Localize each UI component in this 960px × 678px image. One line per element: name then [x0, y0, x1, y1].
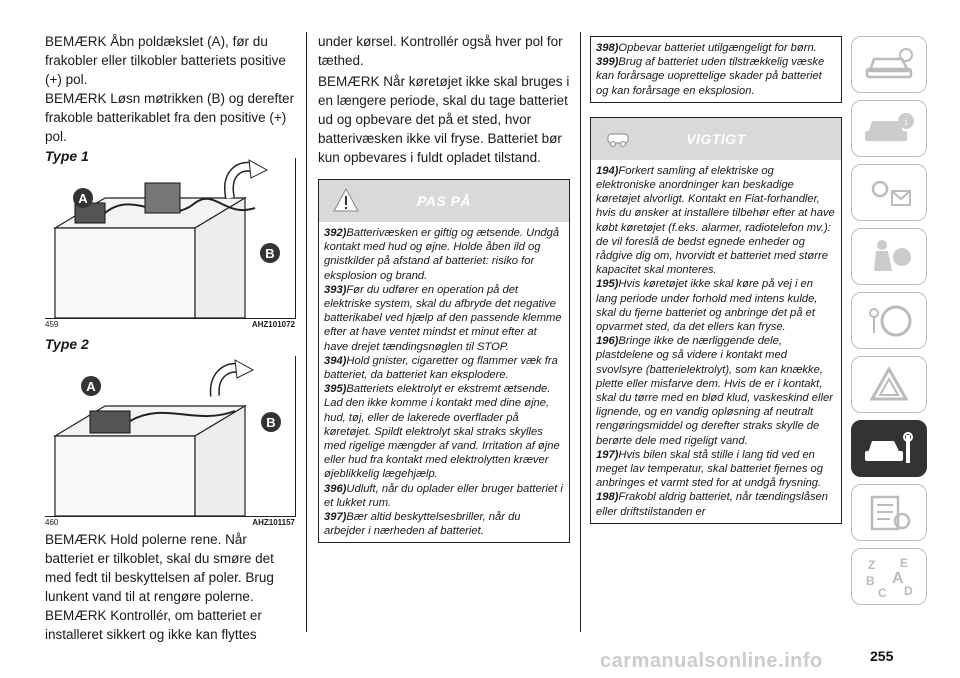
note-number: 198) [596, 491, 619, 504]
note-number: 393) [324, 283, 347, 296]
note-text: Hold gnister, cigaretter og flammer væk fra batteriet, da batteriet kan eksplodere. [324, 354, 558, 382]
note-number: 398) [596, 42, 619, 54]
car-info-icon[interactable] [851, 100, 927, 157]
note-number: 194) [596, 164, 619, 177]
note-item [324, 510, 563, 538]
car-overview-icon[interactable] [851, 36, 927, 93]
figure-code: AHZ101157 [252, 518, 295, 527]
figure-460-caption [45, 518, 295, 527]
note-item [324, 283, 563, 354]
important-title: VIGTIGT [686, 130, 746, 147]
warning-box [318, 179, 570, 543]
figure-code: AHZ101072 [251, 320, 295, 329]
airbag-seat-icon[interactable] [851, 228, 927, 285]
dashboard-lights-icon[interactable] [851, 164, 927, 221]
note-item [596, 448, 835, 491]
important-header [591, 118, 841, 160]
column-divider [580, 32, 581, 632]
note-text: Brug af batteriet uden tilstrækkelig væske kan forårsage uoprettelige skader på batteriet og kan forårsage en eksplosion. [596, 56, 825, 97]
note-storage: BEMÆRK Når køretøjet ikke skal bruges i en længere periode, skal du tage batteriet ud og opbevare det på et sted, hvor batterivæsken ikke vil fryse. Batteriet bør kun opbevares i fuldt opladet tilstand. [318, 74, 570, 165]
note-item [596, 490, 835, 518]
warning-header [319, 180, 569, 222]
note-number: 396) [324, 482, 347, 495]
note-text: Bær altid beskyttelsesbriller, når du arbejder i nærheden af batteriet. [324, 511, 521, 538]
note-item [324, 482, 563, 510]
important-list [591, 160, 841, 523]
warning-list [319, 222, 569, 542]
note-text: Hvis køretøjet ikke skal køre på vej i en lang periode under forhold med intens kulde, skal du fjerne batteriet og anbringe det på et opvarmet sted, da det ellers kan fryse. [596, 278, 818, 334]
index-letter: Z [868, 557, 876, 572]
note-number: 196) [596, 335, 619, 348]
warning-box-continued [590, 36, 842, 103]
battery-type2-illustration [45, 356, 295, 516]
note-number: 195) [596, 278, 619, 291]
note-text: Opbevar batteriet utilgængeligt for børn. [618, 42, 817, 54]
note-item [596, 277, 835, 334]
note-number: 399) [596, 56, 619, 69]
car-service-icon[interactable] [851, 420, 927, 477]
emergency-triangle-icon[interactable] [851, 356, 927, 413]
figure-459-caption [45, 320, 295, 329]
label-a: A [86, 379, 96, 394]
warning-list-continued [591, 37, 841, 102]
note-item [596, 55, 835, 98]
warning-title: PAS PÅ [416, 193, 472, 209]
note-text: Batteriets elektrolyt er ekstremt ætsende. Lad den ikke komme i kontakt med dine øjne, hud, tøj, eller de lakerede overflader på køretøjet. Spildt elektrolyt skal straks skylles med rigelige mængder af vand. Irritation af øjne eller hud fra kontakt med elektrolytten kræver øjeblikkelig lægehjælp. [324, 383, 560, 481]
column-middle [318, 32, 570, 543]
car-warning-icon [605, 126, 631, 150]
label-a: A [78, 191, 88, 206]
note-continue: under kørsel. Kontrollér også hver pol for tæthed. [318, 34, 563, 68]
column-divider [306, 32, 307, 632]
chapter-nav [851, 36, 925, 612]
note-loosen-nut: BEMÆRK Løsn møtrikken (B) og derefter frakoble batterikablet fra den positive (+) pol. [45, 91, 295, 144]
important-box [590, 117, 842, 524]
note-open-cover: BEMÆRK Åbn poldækslet (A), før du frakobler eller tilkobler batteriets positive (+) pol. [45, 34, 286, 87]
index-letter: C [878, 585, 887, 599]
note-number: 394) [324, 354, 347, 367]
index-icon[interactable] [851, 548, 927, 605]
note-number: 197) [596, 448, 619, 461]
index-letter: B [866, 573, 875, 588]
note-number: 397) [324, 511, 347, 524]
watermark: carmanualsonline.info [600, 650, 823, 672]
note-item [324, 382, 563, 481]
figure-number: 460 [45, 518, 59, 527]
note-text: Hvis bilen skal stå stille i lang tid ved en meget lav temperatur, skal batteriet fjernes og anbringes et varmt sted for at undgå frysning. [596, 448, 823, 490]
type1-heading: Type 1 [45, 148, 89, 164]
type2-heading: Type 2 [45, 336, 89, 352]
figure-number: 459 [45, 320, 59, 329]
label-b: B [265, 246, 275, 261]
note-text: Bringe ikke de nærliggende dele, plastdelene og så videre i kontakt med svovlsyre (batterielektrolyt), som kan knække, plette eller misfarve dem. Hvis de er i kontakt, skal du tørre med en blød klud, vaskeskind eller lignende, og en vandig opløsning af neutralt rengøringsmiddel og derefter straks skylle de berørte dele med rigeligt vand. [596, 335, 833, 447]
note-number: 392) [324, 227, 347, 239]
warning-icon [333, 188, 359, 212]
figure-459 [45, 158, 296, 319]
note-clean-poles: BEMÆRK Hold polerne rene. Når batteriet er tilkoblet, skal du smøre det med fedt til beskyttelsen af poler. Brug lunkent vand til at rengøre polerne. [45, 532, 274, 604]
column-left [45, 32, 295, 170]
note-item [596, 334, 835, 448]
page-number: 255 [870, 648, 894, 664]
label-b: B [266, 415, 276, 430]
note-item [596, 164, 835, 278]
figure-460 [45, 356, 296, 517]
note-text: Før du udfører en operation på det elektriske system, skal du afbryde det negative batterikabel ved hjælp af den passende klemme efter at have ventet mindst et minut efter at have drejet tændingsnøglen til STOP. [324, 283, 562, 353]
note-check-install: BEMÆRK Kontrollér, om batteriet er installeret sikkert og ikke kan flyttes [45, 608, 262, 642]
note-item [324, 354, 563, 382]
note-item [324, 226, 563, 283]
index-letter: D [904, 583, 913, 598]
index-letter: A [892, 569, 904, 587]
note-text: Udluft, når du oplader eller bruger batteriet i et lukket rum. [324, 482, 563, 509]
index-letter: E [900, 555, 909, 570]
note-text: Frakobl aldrig batteriet, når tændingslåsen eller driftstilstanden er [596, 491, 828, 518]
svg-text:i: i [904, 115, 908, 128]
note-item [596, 41, 835, 55]
note-text: Batterivæsken er giftig og ætsende. Undgå kontakt med hud og øjne. Holde åben ild og gnistkilder på afstand af batteriet: risiko for eksplosion og brand. [324, 227, 560, 282]
tech-data-icon[interactable] [851, 484, 927, 541]
note-text: Forkert samling af elektriske og elektroniske anordninger kan beskadige køretøjet alvorligt. Kontakt en Fiat-forhandler, hvis du ønsker at installere tilbehør efter at have købt køretøjet (f.eks. alarmer, radiotelefon mv.): de vil foreslå de bedst egnede enheder og rådgive dig om, hvorvidt et batteriet med større kapacitet skal monteres. [596, 164, 835, 277]
steering-key-icon[interactable] [851, 292, 927, 349]
battery-type1-illustration [45, 158, 295, 318]
column-right [590, 36, 842, 524]
note-number: 395) [324, 383, 347, 396]
